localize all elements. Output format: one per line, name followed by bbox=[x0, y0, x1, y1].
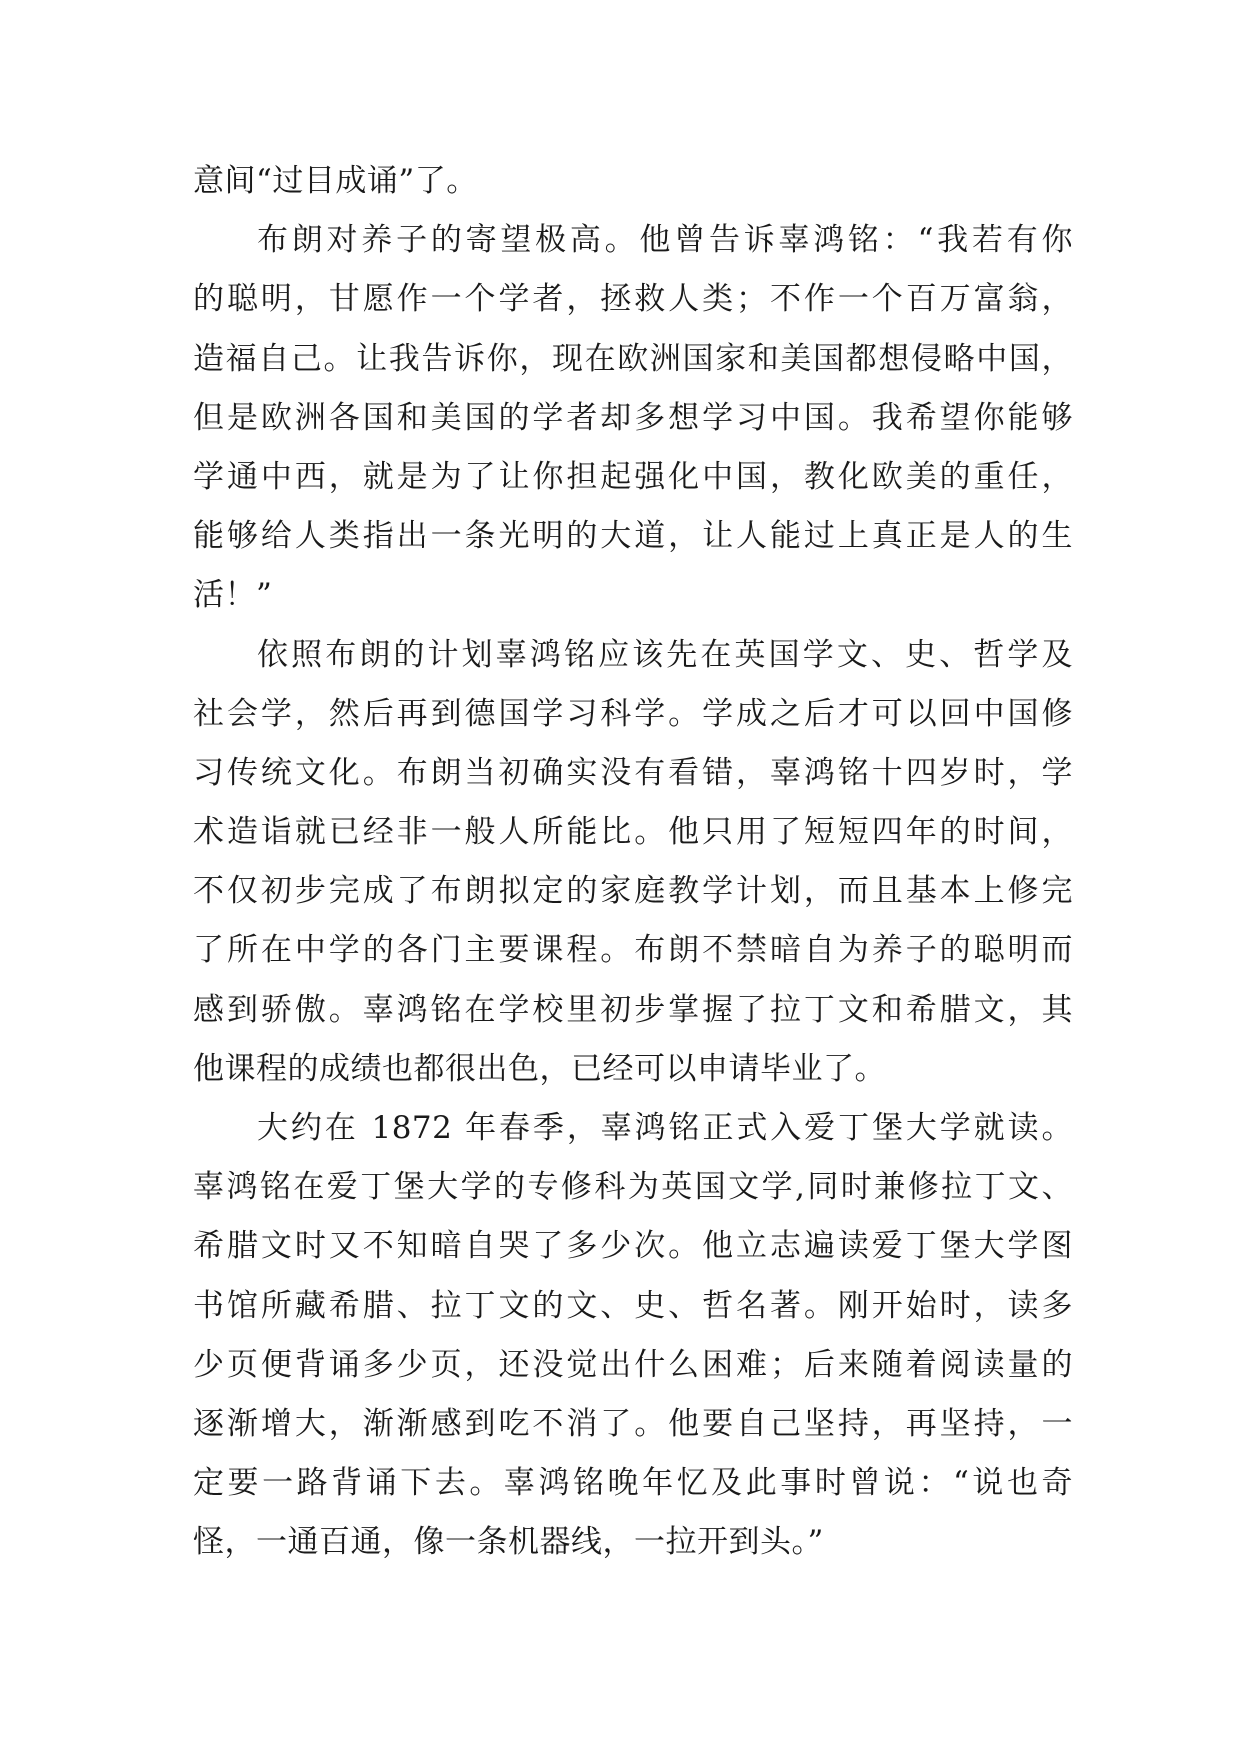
text-line: 了所在中学的各门主要课程。布朗不禁暗自为养子的聪明而 bbox=[193, 932, 1073, 969]
text-line: 意间“过目成诵”了。 bbox=[193, 163, 478, 199]
text-line: 学通中西，就是为了让你担起强化中国，教化欧美的重任， bbox=[193, 458, 1073, 495]
text-line: 他课程的成绩也都很出色，已经可以申请毕业了。 bbox=[193, 1050, 886, 1087]
paragraph-first-line: 大约在 1872 年春季，辜鸿铭正式入爱丁堡大学就读。 bbox=[257, 1110, 1073, 1146]
text-line: 术造诣就已经非一般人所能比。他只用了短短四年的时间， bbox=[193, 814, 1073, 851]
text-line: 辜鸿铭在爱丁堡大学的专修科为英国文学,同时兼修拉丁文、 bbox=[193, 1169, 1073, 1206]
text-line: 但是欧洲各国和美国的学者却多想学习中国。我希望你能够 bbox=[193, 399, 1073, 436]
text-line: 少页便背诵多少页，还没觉出什么困难；后来随着阅读量的 bbox=[193, 1346, 1073, 1383]
text-line: 书馆所藏希腊、拉丁文的文、史、哲名著。刚开始时，读多 bbox=[193, 1287, 1073, 1324]
paragraph-first-line: 布朗对养子的寄望极高。他曾告诉辜鸿铭：“我若有你 bbox=[257, 222, 1073, 259]
text-line: 怪，一通百通，像一条机器线，一拉开到头。” bbox=[193, 1524, 824, 1561]
text-line: 逐渐增大，渐渐感到吃不消了。他要自己坚持，再坚持，一 bbox=[193, 1405, 1073, 1442]
text-line: 的聪明，甘愿作一个学者，拯救人类；不作一个百万富翁， bbox=[193, 281, 1073, 318]
text-line: 造福自己。让我告诉你，现在欧洲国家和美国都想侵略中国， bbox=[193, 340, 1073, 377]
text-line: 感到骄傲。辜鸿铭在学校里初步掌握了拉丁文和希腊文，其 bbox=[193, 991, 1073, 1028]
body-text bbox=[193, 160, 1073, 1581]
text-line: 能够给人类指出一条光明的大道，让人能过上真正是人的生 bbox=[193, 518, 1073, 555]
paragraph-first-line: 依照布朗的计划辜鸿铭应该先在英国学文、史、哲学及 bbox=[257, 636, 1073, 673]
text-line: 活！” bbox=[193, 577, 273, 614]
text-line: 定要一路背诵下去。辜鸿铭晚年忆及此事时曾说：“说也奇 bbox=[193, 1465, 1073, 1502]
text-line: 不仅初步完成了布朗拟定的家庭教学计划，而且基本上修完 bbox=[193, 873, 1073, 910]
text-line: 希腊文时又不知暗自哭了多少次。他立志遍读爱丁堡大学图 bbox=[193, 1228, 1073, 1265]
text-line: 习传统文化。布朗当初确实没有看错，辜鸿铭十四岁时，学 bbox=[193, 754, 1073, 791]
text-line: 社会学，然后再到德国学习科学。学成之后才可以回中国修 bbox=[193, 695, 1073, 732]
